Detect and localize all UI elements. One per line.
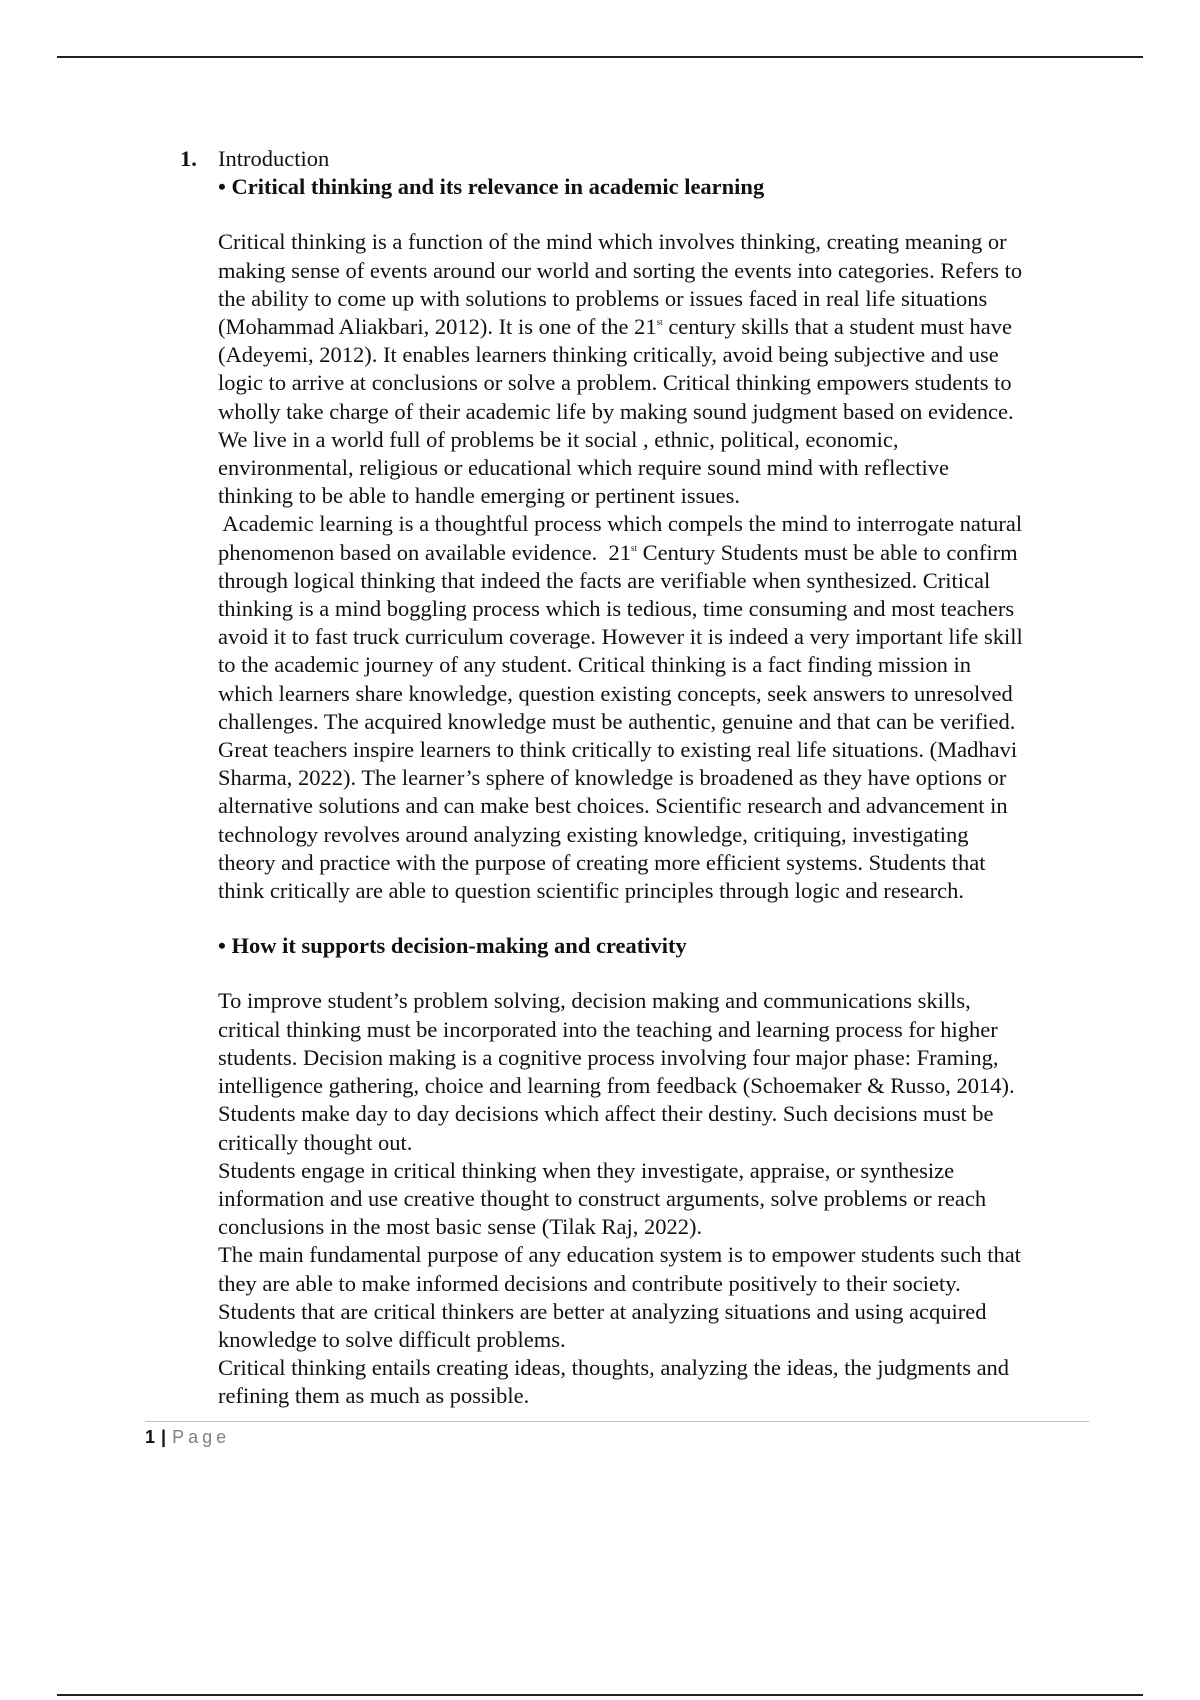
text-line: critical thinking must be incorporated into the teaching and learning process for higher [218,1016,998,1042]
text-line: students. Decision making is a cognitive process involving four major phase: Framing, [218,1044,999,1070]
superscript: st [630,542,637,553]
text-line: which learners share knowledge, question existing concepts, seek answers to unresolved [218,680,1013,706]
text-line: To improve student’s problem solving, decision making and communications skills, [218,988,971,1014]
text-line: Critical thinking is a function of the mind which involves thinking, creating meaning or [218,229,1007,255]
text-line: Students make day to day decisions which affect their destiny. Such decisions must be [218,1101,994,1127]
text-line: theory and practice with the purpose of creating more efficient systems. Students that [218,849,986,875]
footer-separator: | [161,1427,167,1447]
heading-number: 1. [180,146,197,171]
text-line: intelligence gathering, choice and learning from feedback (Schoemaker & Russo, 2014). [218,1073,1015,1099]
text-line: alternative solutions and can make best choices. Scientific research and advancement in [218,793,1008,819]
text-line: they are able to make informed decisions and contribute positively to their society. [218,1270,961,1296]
text-line: Great teachers inspire learners to think critically to existing real life situations. (Madhavi [218,737,1018,763]
text-line: Academic learning is a thoughtful process which compels the mind to interrogate natural [218,511,1023,537]
text-line: think critically are able to question scientific principles through logic and research. [218,878,964,904]
paragraph-1 [218,228,1098,510]
subheading-critical-thinking: • Critical thinking and its relevance in academic learning [218,174,765,200]
text-line: phenomenon based on available evidence. 21st Century Students must be able to confirm [218,539,1018,565]
text-line: to the academic journey of any student. Critical thinking is a fact finding mission in [218,652,971,678]
text-line: thinking is a mind boggling process which is tedious, time consuming and most teachers [218,596,1015,622]
text-line: thinking to be able to handle emerging or pertinent issues. [218,483,740,509]
text-line: critically thought out. [218,1129,413,1155]
text-line: information and use creative thought to construct arguments, solve problems or reach [218,1185,987,1211]
footer-rule [145,1421,1089,1422]
text-line: Sharma, 2022). The learner’s sphere of knowledge is broadened as they have options or [218,765,1007,791]
header-rule [57,56,1143,58]
section-heading: Introduction [218,146,330,171]
page-number: 1 [145,1427,156,1447]
text-line: knowledge to solve difficult problems. [218,1326,566,1352]
text-line: making sense of events around our world and sorting the events into categories. Refers to [218,257,1023,283]
bottom-rule [57,1694,1143,1696]
text-line: refining them as much as possible. [218,1383,530,1409]
document-body [180,145,1098,1411]
text-line: We live in a world full of problems be it social , ethnic, political, economic, [218,426,899,452]
page-label: Page [172,1427,231,1447]
text-line: Students that are critical thinkers are better at analyzing situations and using acquired [218,1298,987,1324]
text-line: the ability to come up with solutions to problems or issues faced in real life situations [218,285,988,311]
text-line: through logical thinking that indeed the facts are verifiable when synthesized. Critical [218,567,991,593]
paragraph-5 [218,1241,1098,1354]
paragraph-3 [218,987,1098,1156]
text-line: (Mohammad Aliakbari, 2012). It is one of the 21st century skills that a student must have [218,314,1012,340]
text-line: conclusions in the most basic sense (Tilak Raj, 2022). [218,1214,703,1240]
text-line: Students engage in critical thinking when they investigate, appraise, or synthesize [218,1157,955,1183]
text-line: avoid it to fast truck curriculum coverage. However it is indeed a very important life skill [218,624,1023,650]
text-line: technology revolves around analyzing existing knowledge, critiquing, investigating [218,821,969,847]
text-line: environmental, religious or educational which require sound mind with reflective [218,455,950,481]
text-line: logic to arrive at conclusions or solve a problem. Critical thinking empowers students to [218,370,1012,396]
page-footer [145,1427,230,1448]
paragraph-6 [218,1354,1098,1410]
text-line: The main fundamental purpose of any education system is to empower students such that [218,1242,1021,1268]
text-line: Critical thinking entails creating ideas, thoughts, analyzing the ideas, the judgments and [218,1355,1010,1381]
text-line: challenges. The acquired knowledge must be authentic, genuine and that can be verified. [218,708,1016,734]
text-line: (Adeyemi, 2012). It enables learners thinking critically, avoid being subjective and use [218,342,999,368]
paragraph-4 [218,1157,1098,1242]
superscript: st [656,317,663,328]
paragraph-2 [218,510,1098,905]
subheading-decision-making: • How it supports decision-making and creativity [218,933,687,959]
text-line: wholly take charge of their academic life by making sound judgment based on evidence. [218,398,1014,424]
